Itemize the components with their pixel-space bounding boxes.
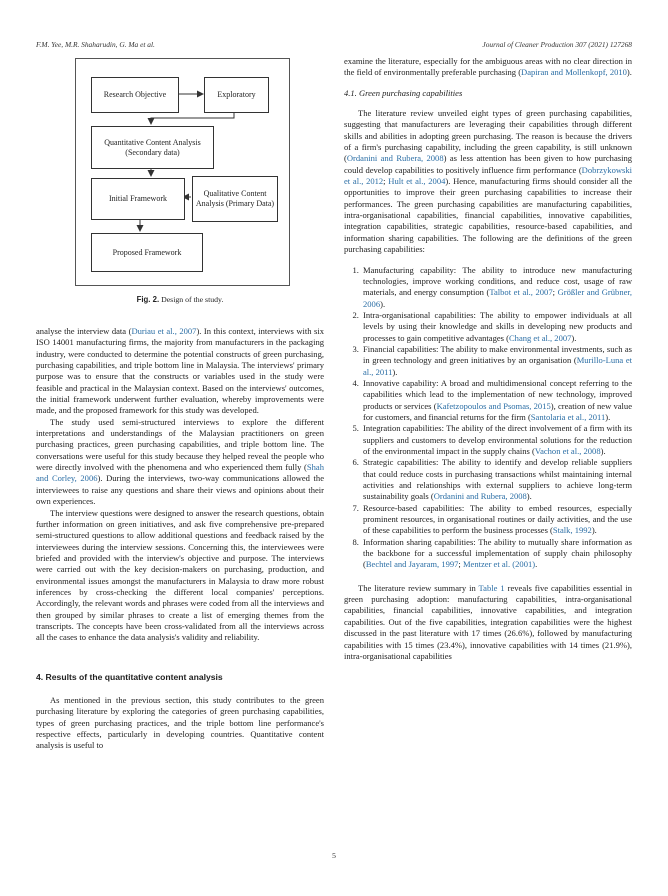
box-proposed-framework [91,233,203,272]
citation-link[interactable]: Talbot et al., 2007 [489,287,553,298]
left-column [36,326,324,752]
list-item-financial [361,344,632,378]
text: ) as less attention has been given to how purchasing could develop capabilities to positively influence firm performance ( [344,153,633,175]
box-quantitative-sublabel: (Secondary data) [125,147,180,157]
citation-link[interactable]: Shah and Corley, 2006 [36,462,324,484]
citation-link[interactable]: Ordanini and Rubera, 2008 [433,491,527,502]
box-qualitative-label: Qualitative Content Analysis (Primary Data) [195,189,275,208]
text: ). [392,366,398,377]
figure-2-caption [36,295,324,304]
citation-link[interactable]: Hult et al., 2004 [388,176,446,187]
paragraph-interview-questions: The interview questions were designed to answer the research questions, obtain further information on green initiatives, and ask five comprehensive pre-prepared semi-structured questions to allow additional questions and feedback raised by the interviewees during the interview sessions. Concerning this, the interviewees were briefed and provided with the interview's objective and purpose. The interviews were carried out with the key decision-makers on purchasing, production, and environmental issues amongst the manufacturers in Malaysia to draw more robust inferences by cross-checking the different local companies' perceptions. Accordingly, the relevant words and phrases were coded from all the interviews and then grouped by similar phrases to create a list of emerging themes from the transcripts. The concepts have been cross-validated from all the interviews across all the cases to enhance the data analysis's validity and reliability. [36,507,324,643]
box-research-objective [91,77,179,113]
paragraph-table-summary [344,583,632,662]
text: The literature review summary in [358,582,479,593]
right-column [344,56,632,662]
list-item-intra-organisational [361,310,632,344]
text: Financial capabilities: The ability to make environmental investments, such as in green technology and green initiatives by an organisation ( [363,343,632,366]
text: The literature review unveiled eight types of green purchasing capabilities, suggesting that manufacturers are leveraging their capabilities through different skills and abilities in adopting green purchasing. The reason is because the drivers of a firm's purchasing capability, including the green capability, is still unknown ( [344,108,632,164]
figure-caption-text: Design of the study. [161,295,224,304]
text: ). [571,332,577,343]
citation-link[interactable]: Dobrzykowski et al., 2012 [344,164,632,187]
text: ), creation of new value for customers, and financial returns for the firm ( [363,400,632,422]
citation-link[interactable]: Santolaria et al., 2011 [530,411,606,422]
citation-link[interactable]: Mentzer et al. (2001) [462,559,536,570]
list-item-manufacturing [361,265,632,310]
citation-link[interactable]: Dapiran and Mollenkopf, 2010 [521,67,627,78]
box-initial-framework-label: Initial Framework [109,194,167,203]
box-exploratory-label: Exploratory [217,90,256,99]
text: ). [600,446,606,456]
text: The study used semi-structured interviews to explore the different interpretations and understandings of the Malaysian practitioners on green purchasing practices, green purchasing capabilities, and triple bottom line. The conversations were useful for this study because they helped reveal the people who were directly involved with the phenomena and who experienced them fully ( [36,416,324,473]
citation-link[interactable]: Größler and Grübner, 2006 [363,287,633,309]
table-link[interactable]: Table 1 [478,582,505,593]
text: Intra-organisational capabilities: The ability to empower individuals at all levels by using their knowledge and skills in developing new products and processes to gain competitive advantages ( [363,309,632,343]
text: Resource-based capabilities: The ability to embed resources, especially prominent resources, in organisational routines or daily activities, and the use of these capabilities to perform the business processes ( [363,502,632,536]
list-item-strategic [361,457,632,502]
text: ). In this context, interviews with six ISO 14001 manufacturing firms, the majority from manufacturers in the packaging industry, were conducted to determine the potential constructs of green purchasing, purchasing capabilities, and triple bottom line in Malaysia. The interviews' primary purpose was to ensure that the constructs or variables used in the study were feasible and practical in the Malaysian context. Based on the interviews' outcomes, the initial framework underwent further evaluation, whereby improvements were made, and the proposed framework for this study was developed. [36,326,324,416]
text: Manufacturing capability: The ability to introduce new manufacturing technologies, improve working conditions, and reduce cost, usage of raw materials, and energy consumption ( [363,264,632,298]
box-exploratory [204,77,269,113]
citation-link[interactable]: Murillo-Luna et al., 2011 [363,355,632,377]
page-number: 5 [332,851,336,860]
citation-link[interactable]: Ordanini and Rubera, 2008 [346,153,444,164]
list-item-integration [361,423,632,457]
running-header-authors: F.M. Yee, M.R. Shaharudin, G. Ma et al. [36,40,155,49]
box-initial-framework [91,178,185,220]
paragraph-section-4-intro: As mentioned in the previous section, this study contributes to the green purchasing literature by exploring the categories of green purchasing capabilities, types of green purchasing practices, and the triple bottom line performance's respective effects, particularly in developing countries. Quantitative content analysis is useful to [36,694,324,751]
text: ). Hence, manufacturing firms should consider all the opportunities to improve their green purchasing capabilities to increase their performances. The green purchasing capabilities are manufacturing capabilities, intra-organisational capabilities, financial capabilities, innovative capabilities, integration capabilities, strategic capabilities, resource-based capabilities, and information sharing capabilities. The following are the definitions of the green purchasing capabilities: [344,176,633,255]
citation-link[interactable]: Vachon et al., 2008 [534,446,601,456]
text: ). [605,411,611,422]
text: ; [383,176,389,187]
figure-caption-label: Fig. 2. [136,295,160,304]
citation-link[interactable]: Bechtel and Jayaram, 1997 [365,559,459,570]
box-research-objective-label: Research Objective [103,90,167,99]
capabilities-list [344,265,632,571]
text: examine the literature, especially for the ambiguous areas with no clear direction in the field of environmentally preferable purchasing ( [344,56,632,78]
text: Integration capabilities: The ability of the direct involvement of a firm with its suppliers and customers to develop environmental solutions for the reduction of the environmental impact in the supply chains ( [363,423,632,456]
text: ). [526,491,532,502]
text: ). [380,298,386,309]
text: ). During the interviews, two-way communications allowed the interviewees to raise any questions and share their views and opinions about their own experiences. [36,473,324,507]
text: ; [552,287,558,298]
box-proposed-framework-label: Proposed Framework [112,247,182,257]
text: analyse the interview data ( [36,326,132,336]
text: Information sharing capabilities: The ability to mutually share information as the backbone for a successful implementation of supply chain philosophy ( [363,536,632,570]
list-item-innovative [361,378,632,423]
text: . [535,559,538,570]
citation-link[interactable]: Stalk, 1992 [552,525,592,536]
paragraph-semi-structured [36,417,324,508]
text: Strategic capabilities: The ability to identify and develop reliable suppliers that could reduce costs in purchasing transactions whilst maintaining internal activities and relationships with external suppliers to achieve long-term sustainability goals ( [363,457,632,502]
running-header-journal: Journal of Cleaner Production 307 (2021) 127268 [482,40,632,49]
box-qualitative-content-analysis [192,176,278,222]
box-quantitative-label: Quantitative Content Analysis [104,137,201,147]
citation-link[interactable]: Duriau et al., 2007 [131,326,197,336]
section-heading: 4. Results of the quantitative content analysis [36,671,223,682]
box-quantitative-content-analysis [91,126,214,169]
list-item-information-sharing [361,537,632,571]
text: Innovative capability: A broad and multidimensional concept referring to the capabilities which lead to the implementation of new technology, improved products or services ( [363,377,632,411]
paragraph-interview-analysis [36,326,324,417]
text: ). [591,525,597,536]
text: reveals five capabilities essential in green purchasing adoption: manufacturing capabilities, intra-organisational capabilities, financial capabilities, innovative capabilities, and integration capabilities. Out of the five capabilities, integration capabilities were the highest discussed in the past literature with 17 times (26.6%), followed by manufacturing capabilities with 15 times (23.4%), innovative capabilities with 14 times (21.9%), intra-organisational capabilities [344,582,632,661]
citation-link[interactable]: Kafetzopoulos and Psomas, 2015 [436,400,551,411]
text: ; [458,559,463,570]
paragraph-continued [344,56,632,79]
paragraph-capabilities-intro [344,108,632,255]
citation-link[interactable]: Chang et al., 2007 [508,332,572,343]
list-item-resource-based [361,503,632,537]
subsection-heading: 4.1. Green purchasing capabilities [344,87,463,98]
text: ). [626,67,632,78]
